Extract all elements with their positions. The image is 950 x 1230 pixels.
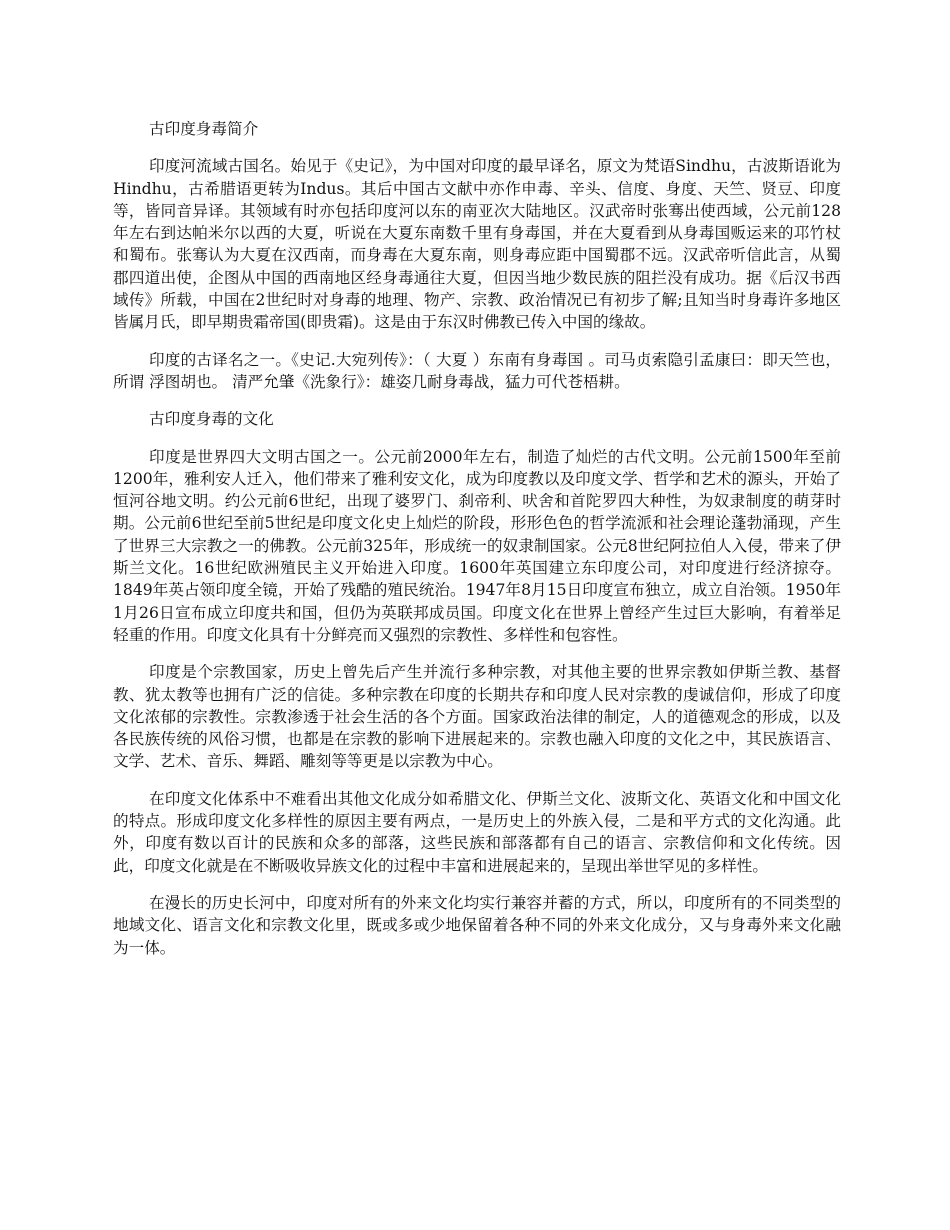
paragraph-culture-1: 印度是世界四大文明古国之一。公元前2000年左右，制造了灿烂的古代文明。公元前1500年至前1200年，雅利安人迁入，他们带来了雅利安文化，成为印度教以及印度文学、哲学和艺术的源头，开始了恒河谷地文明。约公元前6世纪，出现了婆罗门、刹帝利、吠舍和首陀罗四大种性，为奴隶制度的萌芽时期。公元前6世纪至前5世纪是印度文化史上灿烂的阶段，形形色色的哲学流派和社会理论蓬勃涌现，产生了世界三大宗教之一的佛教。公元前325年，形成统一的奴隶制国家。公元8世纪阿拉伯人入侵，带来了伊斯兰文化。16世纪欧洲殖民主义开始进入印度。1600年英国建立东印度公司，对印度进行经济掠夺。1849年英占领印度全镜，开始了残酷的殖民统治。1947年8月15日印度宣布独立，成立自治领。1950年1月26日宣布成立印度共和国，但仍为英联邦成员国。印度文化在世界上曾经产生过巨大影响，有着举足轻重的作用。印度文化具有十分鲜亮而又强烈的宗教性、多样性和包容性。 [113,447,842,644]
paragraph-intro-2: 印度的古译名之一。《史记.大宛列传》：（ 大夏 ）东南有身毒国 。司马贞索隐引孟康曰：即天竺也，所谓 浮图胡也。 清严允肇《洗象行》：雄姿几耐身毒战，猛力可代苍梧耕。 [113,350,841,391]
paragraph-culture-3: 在印度文化体系中不难看出其他文化成分如希腊文化、伊斯兰文化、波斯文化、英语文化和中国文化的特点。形成印度文化多样性的原因主要有两点，一是历史上的外族入侵，二是和平方式的文化沟通。此外，印度有数以百计的民族和众多的部落，这些民族和部落都有自己的语言、宗教信仰和文化传统。因此，印度文化就是在不断吸收异族文化的过程中丰富和进展起来的，呈现出举世罕见的多样性。 [113,789,841,875]
paragraph-culture-4: 在漫长的历史长河中，印度对所有的外来文化均实行兼容并蓄的方式，所以，印度所有的不同类型的地域文化、语言文化和宗教文化里，既或多或少地保留着各种不同的外来文化成分，又与身毒外来文化融为一体。 [113,893,841,957]
document-page [113,118,841,974]
paragraph-intro-1: 印度河流域古国名。始见于《史记》，为中国对印度的最早译名，原文为梵语Sindhu，古波斯语讹为Hindhu，古希腊语更转为Indus。其后中国古文献中亦作申毒、辛头、信度、身度、天竺、贤豆、印度等，皆同音异译。其领域有时亦包括印度河以东的南亚次大陆地区。汉武帝时张骞出使西域，公元前128年左右到达帕米尔以西的大夏，听说在大夏东南数千里有身毒国，并在大夏看到从身毒国贩运来的邛竹杖和蜀布。张骞认为大夏在汉西南，而身毒在大夏东南，则身毒应距中国蜀郡不远。汉武帝听信此言，从蜀郡四道出使，企图从中国的西南地区经身毒通往大夏，但因当地少数民族的阻拦没有成功。据《后汉书西域传》所载，中国在2世纪时对身毒的地理、物产、宗教、政治情况已有初步了解;且知当时身毒许多地区皆属月氏，即早期贵霜帝国(即贵霜)。这是由于东汉时佛教已传入中国的缘故。 [113,157,841,332]
section-heading-culture: 古印度身毒的文化 [149,410,274,429]
section-heading-intro: 古印度身毒简介 [149,120,259,138]
paragraph-culture-2: 印度是个宗教国家，历史上曾先后产生并流行多种宗教，对其他主要的世界宗教如伊斯兰教、基督教、犹太教等也拥有广泛的信徒。多种宗教在印度的长期共存和印度人民对宗教的虔诚信仰，形成了印度文化浓郁的宗教性。宗教渗透于社会生活的各个方面。国家政治法律的制定，人的道德观念的形成，以及各民族传统的风俗习惯，也都是在宗教的影响下进展起来的。宗教也融入印度的文化之中，其民族语言、文学、艺术、音乐、舞蹈、雕刻等等更是以宗教为中心。 [113,663,841,771]
